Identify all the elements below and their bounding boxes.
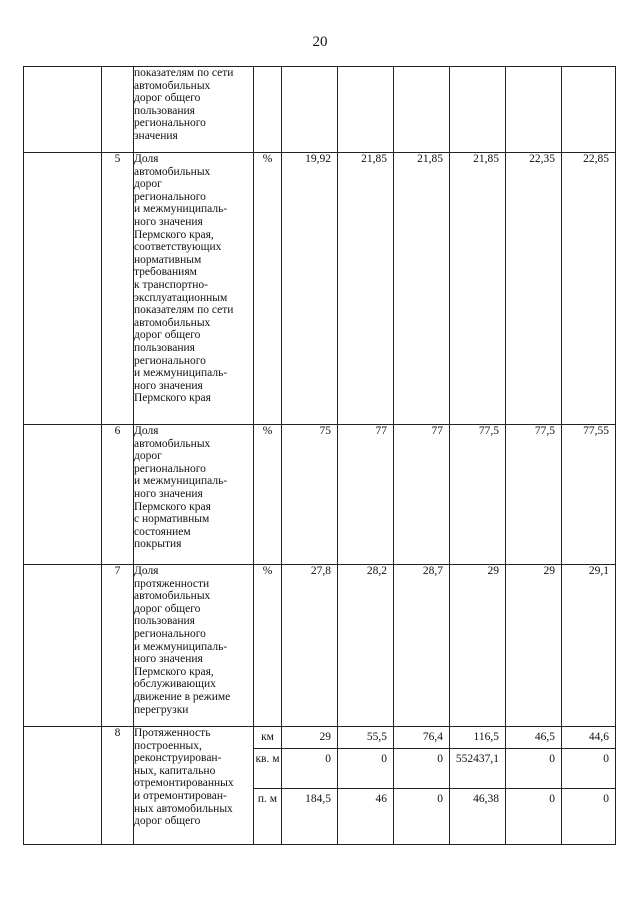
program-cell [24, 727, 102, 845]
value-cell: 0 [562, 789, 616, 845]
program-cell [24, 153, 102, 425]
row-number: 7 [102, 565, 134, 727]
value-cell: 29,1 [562, 565, 616, 727]
unit-cell: п. м [254, 789, 282, 845]
indicator-name-line: пользования [134, 341, 195, 354]
table-row [24, 153, 616, 425]
indicator-name [134, 727, 254, 845]
value-cell [282, 67, 338, 153]
indicator-name-line: показателям по сети [134, 67, 234, 79]
indicator-name-line: Пермского края [134, 392, 211, 405]
indicator-name-line: Пермского края, [134, 228, 214, 241]
row-number: 6 [102, 425, 134, 565]
value-cell: 77,55 [562, 425, 616, 565]
indicator-name-line: дорог общего [134, 602, 201, 615]
indicator-name-line: требованиям [134, 266, 197, 279]
indicator-name-line: автомобильных [134, 437, 211, 450]
indicator-name [134, 67, 254, 153]
value-cell: 0 [282, 749, 338, 789]
program-cell [24, 67, 102, 153]
value-cell: 0 [394, 789, 450, 845]
row-number: 5 [102, 153, 134, 425]
indicator-name-line: автомобильных [134, 79, 211, 92]
indicator-name-line: пользования [134, 615, 195, 628]
indicator-name-line: ных, капитально [134, 764, 216, 777]
value-cell: 0 [338, 749, 394, 789]
unit-cell: % [254, 153, 282, 425]
unit-cell: кв. м [254, 749, 282, 789]
indicator-name-line: отремонтированных [134, 777, 234, 790]
value-cell: 22,85 [562, 153, 616, 425]
indicator-name [134, 153, 254, 425]
unit-cell: км [254, 727, 282, 749]
row-number [102, 67, 134, 153]
indicator-name [134, 565, 254, 727]
indicator-name-line: ного значения [134, 379, 203, 392]
indicator-name-line: регионального [134, 627, 206, 640]
program-cell [24, 425, 102, 565]
table-row [24, 425, 616, 565]
indicator-name-line: ного значения [134, 487, 203, 500]
value-cell [562, 67, 616, 153]
indicator-name-line: дорог [134, 178, 162, 191]
indicator-name-line: регионального [134, 462, 206, 475]
indicator-name-line: состоянием [134, 525, 191, 538]
indicator-name-line: дорог общего [134, 92, 201, 105]
indicator-name-line: эксплуатационным [134, 291, 228, 304]
value-cell: 21,85 [450, 153, 506, 425]
value-cell: 46 [338, 789, 394, 845]
indicator-name-line: регионального [134, 117, 206, 130]
value-cell: 46,5 [506, 727, 562, 749]
indicator-name-line: Доля [134, 153, 159, 165]
program-cell [24, 565, 102, 727]
indicator-name-line: реконструирован- [134, 752, 222, 765]
value-cell: 27,8 [282, 565, 338, 727]
row-number: 8 [102, 727, 134, 845]
indicator-name-line: нормативным [134, 253, 202, 266]
unit-cell [254, 67, 282, 153]
value-cell: 29 [282, 727, 338, 749]
indicator-name-line: показателям по сети [134, 304, 234, 317]
value-cell: 116,5 [450, 727, 506, 749]
value-cell: 0 [506, 789, 562, 845]
value-cell: 0 [394, 749, 450, 789]
indicator-name [134, 425, 254, 565]
value-cell [506, 67, 562, 153]
table-row [24, 67, 616, 153]
indicator-name-line: пользования [134, 104, 195, 117]
indicator-name-line: покрытия [134, 538, 182, 551]
indicator-name-line: Пермского края [134, 500, 211, 513]
value-cell: 77,5 [506, 425, 562, 565]
indicator-name-line: протяженности [134, 577, 210, 590]
indicators-table [23, 66, 616, 845]
value-cell: 55,5 [338, 727, 394, 749]
indicator-name-line: и межмуниципаль- [134, 640, 228, 653]
value-cell: 0 [562, 749, 616, 789]
value-cell: 29 [506, 565, 562, 727]
value-cell: 75 [282, 425, 338, 565]
indicator-name-line: к транспортно- [134, 278, 209, 291]
indicator-name-line: и межмуниципаль- [134, 203, 228, 216]
indicator-name-line: движение в режиме [134, 690, 231, 703]
indicator-name-line: дорог [134, 450, 162, 463]
value-cell: 77,5 [450, 425, 506, 565]
indicator-name-line: Пермского края, [134, 665, 214, 678]
value-cell: 28,2 [338, 565, 394, 727]
value-cell: 29 [450, 565, 506, 727]
indicator-name-line: и межмуниципаль- [134, 367, 228, 380]
page-number: 20 [312, 34, 328, 50]
value-cell: 77 [394, 425, 450, 565]
value-cell: 22,35 [506, 153, 562, 425]
indicator-name-line: обслуживающих [134, 678, 216, 691]
value-cell: 28,7 [394, 565, 450, 727]
indicator-name-line: Протяженность [134, 727, 211, 739]
indicator-name-line: с нормативным [134, 513, 210, 526]
value-cell: 46,38 [450, 789, 506, 845]
indicator-name-line: построенных, [134, 739, 202, 752]
value-cell [338, 67, 394, 153]
indicator-name-line: значения [134, 129, 178, 142]
indicator-name-line: дорог общего [134, 815, 201, 828]
value-cell: 21,85 [338, 153, 394, 425]
value-cell [394, 67, 450, 153]
value-cell: 44,6 [562, 727, 616, 749]
value-cell: 552437,1 [450, 749, 506, 789]
indicator-name-line: и межмуниципаль- [134, 475, 228, 488]
indicator-name-line: соответствующих [134, 241, 222, 254]
unit-cell: % [254, 425, 282, 565]
indicator-name-line: и отремонтирован- [134, 789, 227, 802]
value-cell: 76,4 [394, 727, 450, 749]
indicator-name-line: регионального [134, 354, 206, 367]
value-cell: 77 [338, 425, 394, 565]
unit-cell: % [254, 565, 282, 727]
indicator-name-line: автомобильных [134, 165, 211, 178]
indicator-name-line: дорог общего [134, 329, 201, 342]
value-cell: 184,5 [282, 789, 338, 845]
value-cell: 0 [506, 749, 562, 789]
indicator-name-line: ных автомобильных [134, 802, 233, 815]
table-row [24, 565, 616, 727]
value-cell: 21,85 [394, 153, 450, 425]
indicator-name-line: ного значения [134, 215, 203, 228]
indicator-name-line: ного значения [134, 653, 203, 666]
indicator-name-line: Доля [134, 425, 159, 437]
indicator-name-line: автомобильных [134, 590, 211, 603]
table-row [24, 727, 616, 749]
indicator-name-line: Доля [134, 565, 159, 577]
indicator-name-line: регионального [134, 190, 206, 203]
value-cell: 19,92 [282, 153, 338, 425]
indicator-name-line: автомобильных [134, 316, 211, 329]
value-cell [450, 67, 506, 153]
indicator-name-line: перегрузки [134, 703, 189, 716]
